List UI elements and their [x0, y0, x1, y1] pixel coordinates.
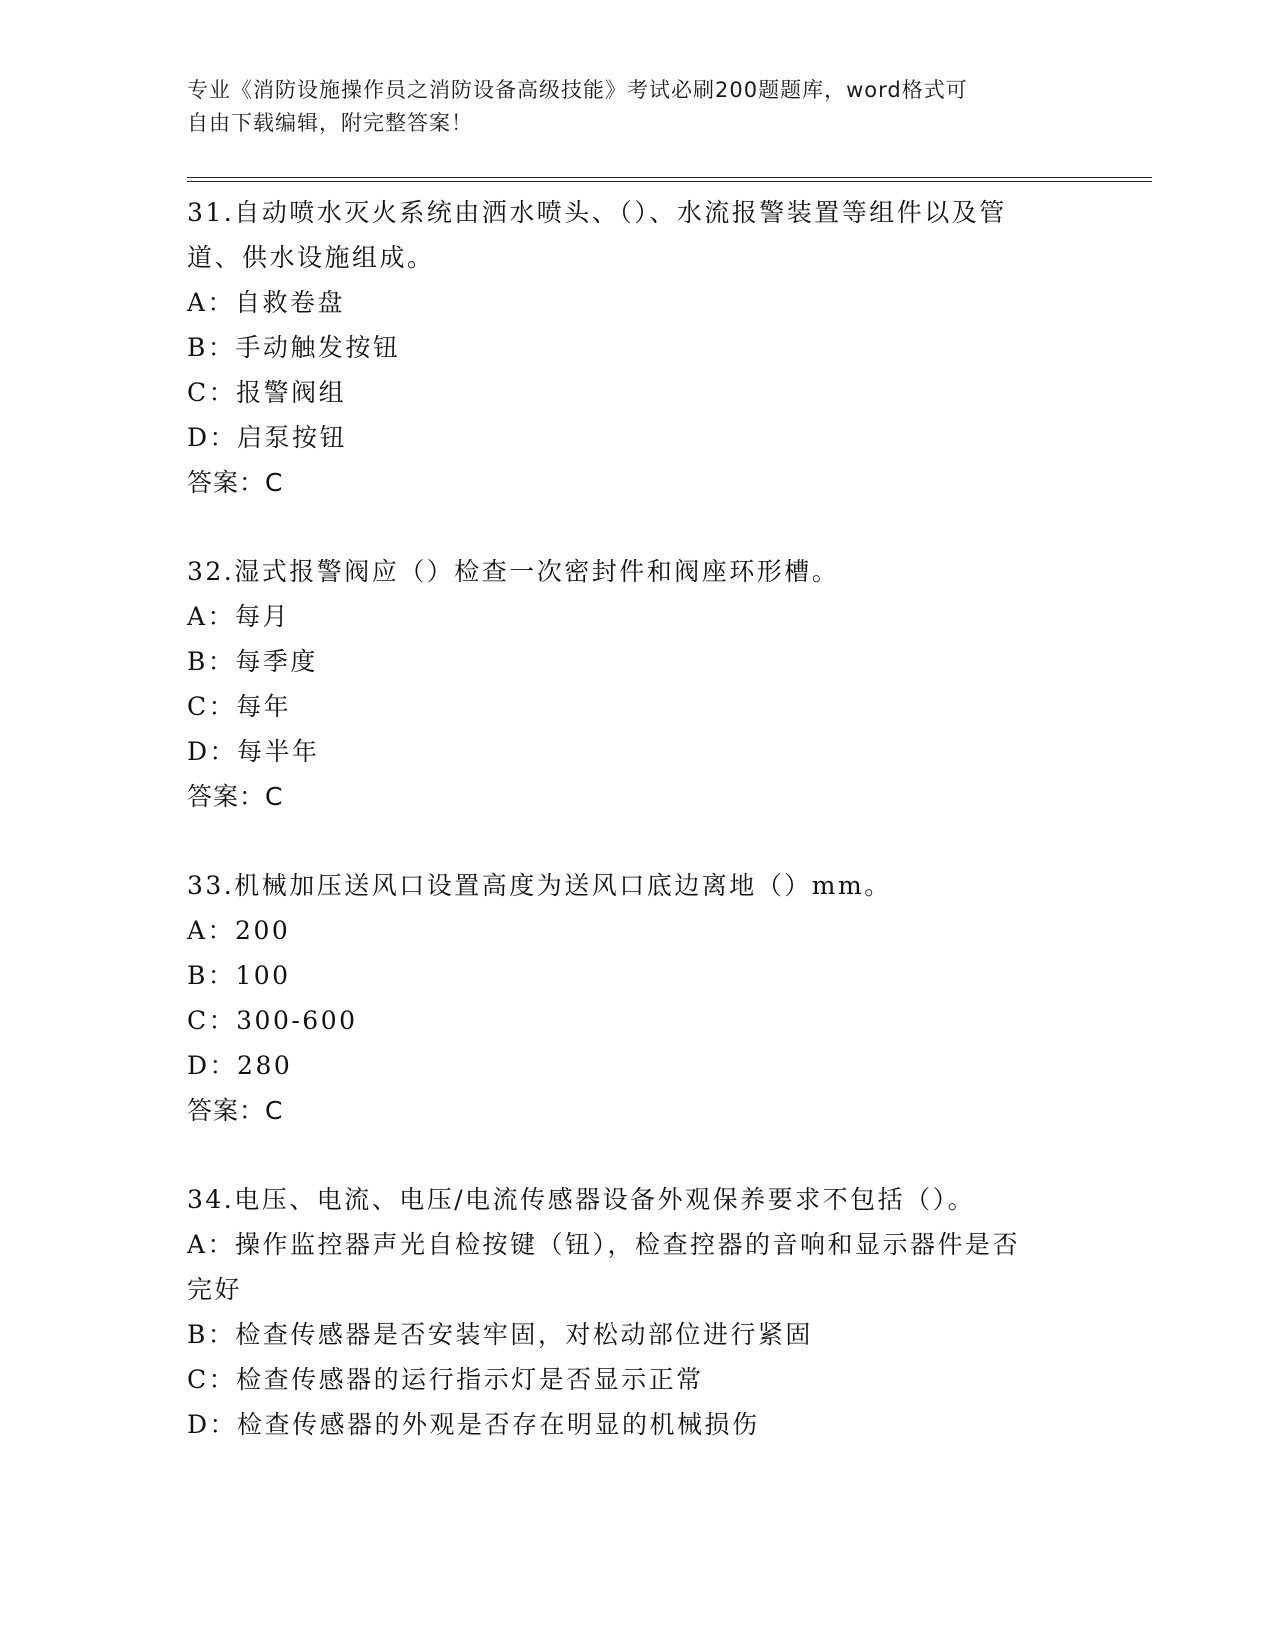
header-line-2: 自由下载编辑，附完整答案！ [187, 111, 473, 135]
option-c: C：300-600 [187, 1006, 358, 1035]
option-a: A：自救卷盘 [187, 288, 346, 317]
answer: 答案：C [187, 468, 284, 497]
option-b: B：检查传感器是否安装牢固，对松动部位进行紧固 [187, 1320, 813, 1349]
question-stem-continued: 道、供水设施组成。 [187, 243, 435, 272]
option-d: D：每半年 [187, 737, 320, 766]
option-a: A：操作监控器声光自检按键（钮），检查控器的音响和显示器件是否 [187, 1230, 1021, 1259]
option-d: D：启泵按钮 [187, 423, 348, 452]
question-list [187, 190, 1107, 1491]
header-divider-top [187, 177, 1152, 178]
option-b: B：每季度 [187, 647, 318, 676]
option-b: B：手动触发按钮 [187, 333, 401, 362]
option-a: A：每月 [187, 602, 291, 631]
question-stem: 34.电压、电流、电压/电流传感器设备外观保养要求不包括（）。 [187, 1185, 976, 1214]
option-d: D：检查传感器的外观是否存在明显的机械损伤 [187, 1410, 760, 1439]
option-c: C：检查传感器的运行指示灯是否显示正常 [187, 1365, 704, 1394]
option-c: C：报警阀组 [187, 378, 347, 407]
option-b: B：100 [187, 961, 291, 990]
question-stem: 33.机械加压送风口设置高度为送风口底边离地（）mm。 [187, 871, 892, 900]
question-33 [187, 863, 1107, 1133]
question-stem: 31.自动喷水灭火系统由洒水喷头、（）、水流报警装置等组件以及管 [187, 198, 1007, 227]
question-31 [187, 190, 1107, 505]
header-divider-bottom [187, 181, 1152, 182]
option-a: A：200 [187, 916, 291, 945]
document-header [187, 74, 1067, 140]
option-d: D：280 [187, 1051, 293, 1080]
option-a-continued: 完好 [187, 1275, 243, 1304]
option-c: C：每年 [187, 692, 292, 721]
answer: 答案：C [187, 1096, 284, 1125]
question-stem: 32.湿式报警阀应（）检查一次密封件和阀座环形槽。 [187, 557, 840, 586]
answer: 答案：C [187, 782, 284, 811]
question-32 [187, 549, 1107, 819]
header-line-1: 专业《消防设施操作员之消防设备高级技能》考试必刷200题题库，word格式可 [187, 78, 968, 102]
question-34 [187, 1177, 1107, 1447]
